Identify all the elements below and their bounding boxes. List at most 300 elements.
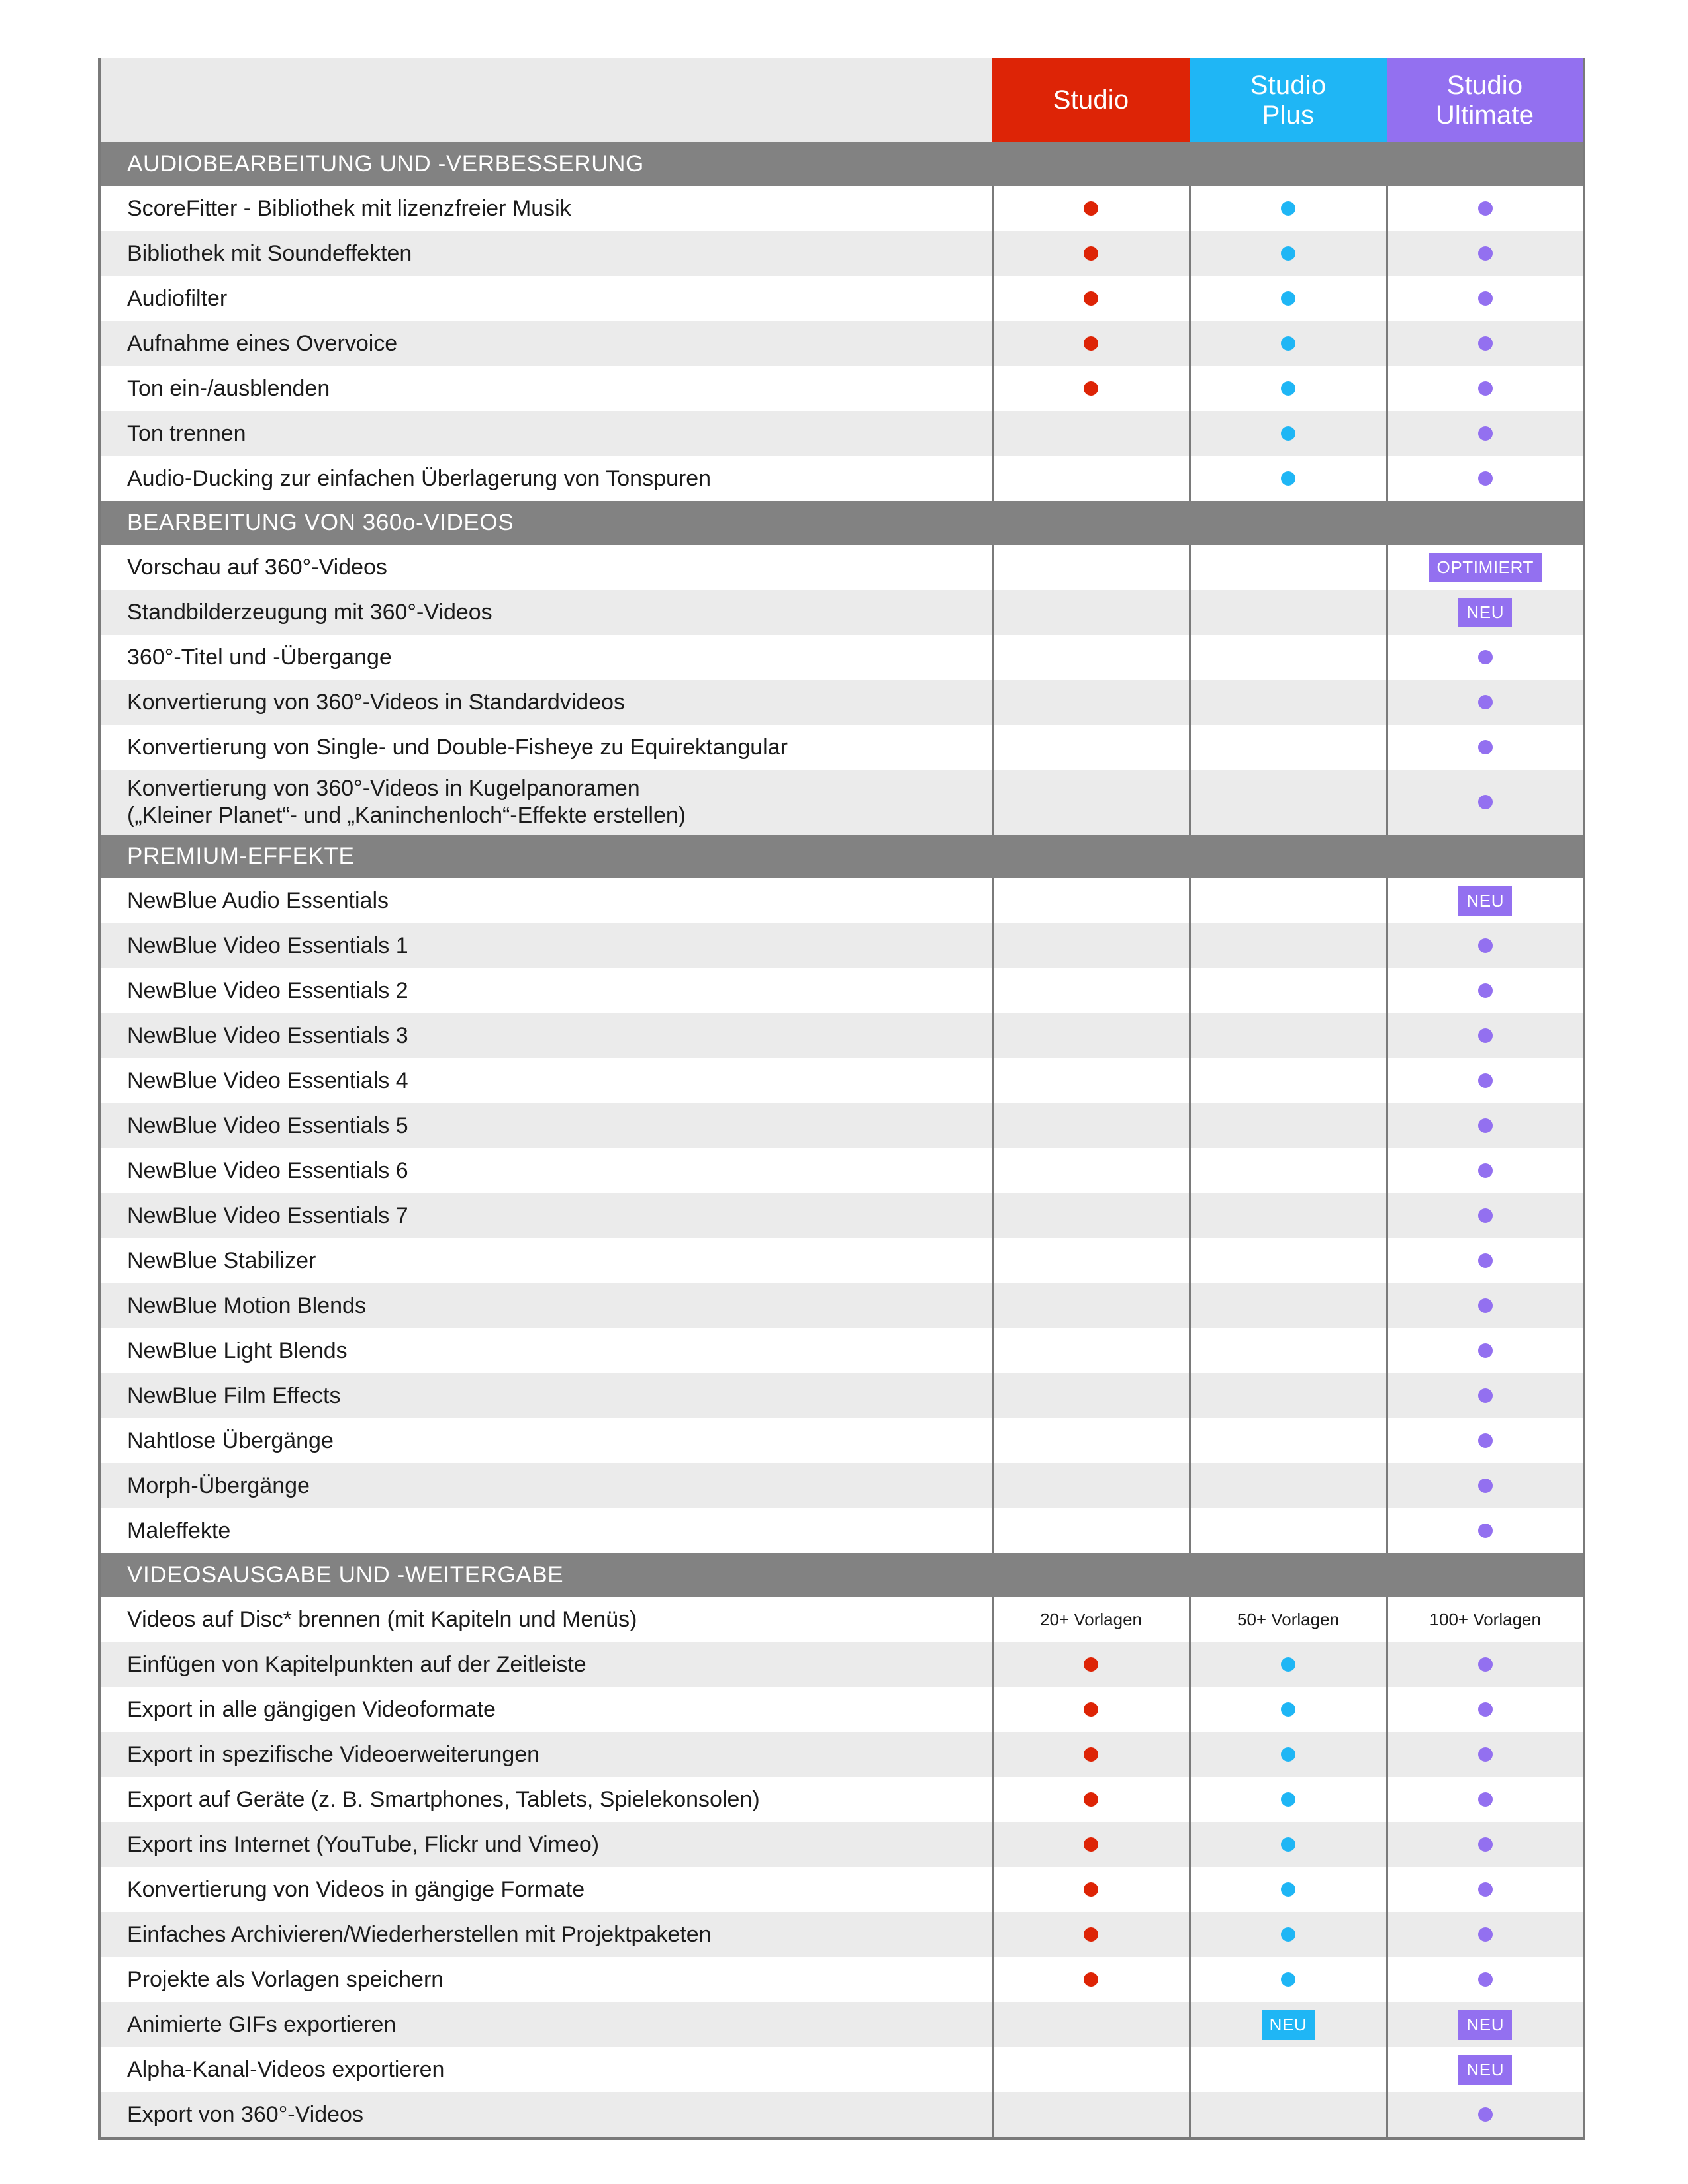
- cell-plus-empty: [1190, 1328, 1387, 1373]
- cell-ultimate-badge: [1387, 545, 1584, 590]
- feature-label-cell: [99, 1957, 992, 2002]
- availability-dot-ultimate: [1478, 983, 1493, 998]
- availability-dot-plus: [1281, 1927, 1295, 1942]
- cell-studio-available: [992, 321, 1190, 366]
- availability-dot-ultimate: [1478, 1747, 1493, 1762]
- feature-label-cell: [99, 1687, 992, 1732]
- template-count-studio: 20+ Vorlagen: [1040, 1609, 1142, 1629]
- table-row: [99, 1912, 1584, 1957]
- availability-dot-ultimate: [1478, 1118, 1493, 1133]
- cell-plus-available: [1190, 456, 1387, 501]
- cell-plus-badge: [1190, 2002, 1387, 2047]
- cell-studio-empty: [992, 923, 1190, 968]
- plan-header-studio: [992, 58, 1190, 142]
- cell-plus-empty: [1190, 968, 1387, 1013]
- table-row: [99, 878, 1584, 923]
- availability-dot-ultimate: [1478, 1882, 1493, 1897]
- cell-studio-empty: [992, 1013, 1190, 1058]
- cell-ultimate-available: [1387, 1238, 1584, 1283]
- feature-label: Export in alle gängigen Videoformate: [127, 1696, 496, 1722]
- availability-dot-ultimate: [1478, 1927, 1493, 1942]
- section-header-row: [99, 142, 1584, 186]
- cell-plus-empty: [1190, 545, 1387, 590]
- availability-dot-ultimate: [1478, 426, 1493, 441]
- cell-ultimate-available: [1387, 366, 1584, 411]
- feature-label: Ton trennen: [127, 420, 246, 446]
- availability-dot-plus: [1281, 1792, 1295, 1807]
- availability-dot-plus: [1281, 426, 1295, 441]
- feature-label: 360°-Titel und -Übergange: [127, 644, 392, 670]
- availability-dot-ultimate: [1478, 1343, 1493, 1358]
- cell-ultimate-available: [1387, 411, 1584, 456]
- availability-dot-plus: [1281, 381, 1295, 396]
- cell-studio-empty: [992, 1193, 1190, 1238]
- availability-dot-ultimate: [1478, 1388, 1493, 1403]
- section-title: AUDIOBEARBEITUNG UND -VERBESSERUNG: [99, 142, 1584, 186]
- table-row: [99, 1328, 1584, 1373]
- cell-studio-empty: [992, 878, 1190, 923]
- feature-label-cell: [99, 923, 992, 968]
- cell-ultimate-available: [1387, 923, 1584, 968]
- table-row: [99, 725, 1584, 770]
- section-header-row: [99, 501, 1584, 545]
- cell-studio-available: [992, 1732, 1190, 1777]
- cell-ultimate-available: [1387, 1508, 1584, 1553]
- cell-ultimate-available: [1387, 321, 1584, 366]
- table-row: [99, 1642, 1584, 1687]
- availability-dot-ultimate: [1478, 201, 1493, 216]
- table-row: [99, 231, 1584, 276]
- cell-studio-empty: [992, 725, 1190, 770]
- feature-label: Export ins Internet (YouTube, Flickr und Vimeo): [127, 1831, 600, 1857]
- cell-ultimate-available: [1387, 1642, 1584, 1687]
- status-badge-ultimate: NEU: [1458, 886, 1512, 916]
- feature-label: Konvertierung von 360°-Videos in Kugelpanoramen: [127, 775, 640, 801]
- cell-ultimate-text: [1387, 1597, 1584, 1642]
- plan-name-plus-line1: Studio: [1250, 70, 1327, 100]
- cell-studio-available: [992, 231, 1190, 276]
- section-title: PREMIUM-EFFEKTE: [99, 835, 1584, 878]
- cell-ultimate-available: [1387, 1822, 1584, 1867]
- feature-label: Audio-Ducking zur einfachen Überlagerung von Tonspuren: [127, 465, 712, 491]
- table-row: [99, 1463, 1584, 1508]
- cell-plus-empty: [1190, 1013, 1387, 1058]
- feature-label-cell: [99, 968, 992, 1013]
- availability-dot-studio: [1084, 291, 1098, 306]
- cell-plus-available: [1190, 1822, 1387, 1867]
- cell-ultimate-badge: [1387, 590, 1584, 635]
- table-row: [99, 2047, 1584, 2092]
- feature-label: NewBlue Motion Blends: [127, 1293, 366, 1318]
- availability-dot-plus: [1281, 1747, 1295, 1762]
- table-row: [99, 1373, 1584, 1418]
- cell-studio-available: [992, 1687, 1190, 1732]
- cell-plus-empty: [1190, 2092, 1387, 2139]
- feature-label-cell: [99, 1597, 992, 1642]
- cell-studio-empty: [992, 1238, 1190, 1283]
- cell-studio-empty: [992, 1508, 1190, 1553]
- cell-studio-empty: [992, 1058, 1190, 1103]
- availability-dot-plus: [1281, 1972, 1295, 1987]
- cell-plus-empty: [1190, 1418, 1387, 1463]
- cell-ultimate-available: [1387, 1373, 1584, 1418]
- cell-ultimate-badge: [1387, 2047, 1584, 2092]
- availability-dot-plus: [1281, 336, 1295, 351]
- cell-ultimate-available: [1387, 770, 1584, 835]
- cell-ultimate-available: [1387, 231, 1584, 276]
- feature-label: Bibliothek mit Soundeffekten: [127, 240, 412, 266]
- cell-studio-available: [992, 1777, 1190, 1822]
- cell-studio-available: [992, 186, 1190, 231]
- table-row: [99, 1103, 1584, 1148]
- table-row: [99, 1777, 1584, 1822]
- feature-label-cell: [99, 276, 992, 321]
- cell-plus-available: [1190, 1912, 1387, 1957]
- cell-studio-empty: [992, 1418, 1190, 1463]
- cell-studio-empty: [992, 1463, 1190, 1508]
- feature-label-cell: [99, 1193, 992, 1238]
- availability-dot-plus: [1281, 1657, 1295, 1672]
- table-row: [99, 1508, 1584, 1553]
- feature-label: Konvertierung von Single- und Double-Fisheye zu Equirektangular: [127, 734, 788, 760]
- section-header-row: [99, 835, 1584, 878]
- availability-dot-ultimate: [1478, 1792, 1493, 1807]
- availability-dot-ultimate: [1478, 1163, 1493, 1178]
- table-row: [99, 635, 1584, 680]
- feature-label: Standbilderzeugung mit 360°-Videos: [127, 599, 492, 625]
- feature-label-cell: [99, 1732, 992, 1777]
- availability-dot-studio: [1084, 246, 1098, 261]
- feature-label-cell: [99, 1822, 992, 1867]
- status-badge-plus: NEU: [1262, 2010, 1315, 2040]
- feature-label-cell: [99, 2047, 992, 2092]
- table-row: [99, 411, 1584, 456]
- cell-ultimate-available: [1387, 1957, 1584, 2002]
- availability-dot-ultimate: [1478, 336, 1493, 351]
- feature-column-header: [99, 58, 992, 142]
- feature-comparison-table-wrapper: [98, 58, 1584, 2140]
- cell-studio-empty: [992, 680, 1190, 725]
- feature-label: Ton ein-/ausblenden: [127, 375, 330, 401]
- table-row: [99, 1957, 1584, 2002]
- cell-ultimate-badge: [1387, 878, 1584, 923]
- cell-ultimate-available: [1387, 1418, 1584, 1463]
- table-row: [99, 1687, 1584, 1732]
- table-row: [99, 968, 1584, 1013]
- cell-studio-empty: [992, 1328, 1190, 1373]
- cell-plus-empty: [1190, 770, 1387, 835]
- table-row: [99, 1058, 1584, 1103]
- cell-studio-empty: [992, 456, 1190, 501]
- availability-dot-plus: [1281, 1702, 1295, 1717]
- availability-dot-studio: [1084, 1882, 1098, 1897]
- cell-plus-available: [1190, 1867, 1387, 1912]
- table-row: [99, 2002, 1584, 2047]
- table-row: [99, 456, 1584, 501]
- availability-dot-ultimate: [1478, 1028, 1493, 1043]
- cell-plus-empty: [1190, 680, 1387, 725]
- feature-comparison-table: [98, 58, 1585, 2140]
- table-row: [99, 2092, 1584, 2139]
- feature-label: NewBlue Video Essentials 7: [127, 1203, 408, 1228]
- cell-plus-empty: [1190, 1058, 1387, 1103]
- availability-dot-studio: [1084, 1927, 1098, 1942]
- availability-dot-studio: [1084, 336, 1098, 351]
- availability-dot-plus: [1281, 1882, 1295, 1897]
- cell-ultimate-available: [1387, 186, 1584, 231]
- availability-dot-studio: [1084, 1837, 1098, 1852]
- cell-ultimate-available: [1387, 1283, 1584, 1328]
- section-title: BEARBEITUNG VON 360o-VIDEOS: [99, 501, 1584, 545]
- cell-plus-empty: [1190, 590, 1387, 635]
- feature-label: NewBlue Film Effects: [127, 1383, 341, 1408]
- table-row: [99, 366, 1584, 411]
- cell-plus-empty: [1190, 1283, 1387, 1328]
- cell-studio-empty: [992, 770, 1190, 835]
- plan-name-ultimate-line2: Ultimate: [1435, 100, 1534, 130]
- availability-dot-ultimate: [1478, 1298, 1493, 1313]
- availability-dot-studio: [1084, 1972, 1098, 1987]
- feature-label-cell: [99, 1148, 992, 1193]
- table-row: [99, 770, 1584, 835]
- feature-label: Morph-Übergänge: [127, 1473, 310, 1498]
- cell-ultimate-badge: [1387, 2002, 1584, 2047]
- availability-dot-ultimate: [1478, 1702, 1493, 1717]
- feature-label: NewBlue Video Essentials 6: [127, 1158, 408, 1183]
- cell-plus-empty: [1190, 1148, 1387, 1193]
- feature-label-cell: [99, 590, 992, 635]
- availability-dot-ultimate: [1478, 1972, 1493, 1987]
- feature-label: NewBlue Light Blends: [127, 1338, 348, 1363]
- feature-label: Maleffekte: [127, 1518, 231, 1543]
- plan-header-studio-ultimate: [1387, 58, 1584, 142]
- feature-label-cell: [99, 1328, 992, 1373]
- section-title: VIDEOSAUSGABE UND -WEITERGABE: [99, 1553, 1584, 1597]
- cell-ultimate-available: [1387, 1103, 1584, 1148]
- cell-ultimate-available: [1387, 1912, 1584, 1957]
- feature-label-cell: [99, 456, 992, 501]
- cell-studio-available: [992, 366, 1190, 411]
- feature-label-cell: [99, 635, 992, 680]
- cell-studio-empty: [992, 1148, 1190, 1193]
- cell-plus-available: [1190, 1642, 1387, 1687]
- cell-plus-available: [1190, 231, 1387, 276]
- availability-dot-studio: [1084, 381, 1098, 396]
- table-body: [99, 142, 1584, 2139]
- cell-ultimate-available: [1387, 635, 1584, 680]
- cell-plus-available: [1190, 276, 1387, 321]
- cell-ultimate-available: [1387, 1013, 1584, 1058]
- availability-dot-ultimate: [1478, 246, 1493, 261]
- feature-label-cell: [99, 878, 992, 923]
- cell-plus-available: [1190, 1957, 1387, 2002]
- table-row: [99, 1418, 1584, 1463]
- cell-plus-available: [1190, 1687, 1387, 1732]
- table-row: [99, 1867, 1584, 1912]
- feature-label: Projekte als Vorlagen speichern: [127, 1966, 444, 1992]
- availability-dot-studio: [1084, 201, 1098, 216]
- cell-plus-empty: [1190, 1373, 1387, 1418]
- availability-dot-ultimate: [1478, 471, 1493, 486]
- cell-plus-available: [1190, 1732, 1387, 1777]
- availability-dot-plus: [1281, 246, 1295, 261]
- table-row: [99, 1597, 1584, 1642]
- table-row: [99, 1283, 1584, 1328]
- feature-label: NewBlue Video Essentials 1: [127, 933, 408, 958]
- section-header-row: [99, 1553, 1584, 1597]
- feature-label-cell: [99, 1283, 992, 1328]
- cell-ultimate-available: [1387, 1867, 1584, 1912]
- plan-header-studio-plus: [1190, 58, 1387, 142]
- feature-label-cell: [99, 1508, 992, 1553]
- cell-ultimate-available: [1387, 1328, 1584, 1373]
- cell-ultimate-available: [1387, 1732, 1584, 1777]
- availability-dot-ultimate: [1478, 650, 1493, 664]
- feature-label: Nahtlose Übergänge: [127, 1428, 334, 1453]
- feature-label: Einfaches Archivieren/Wiederherstellen mit Projektpaketen: [127, 1921, 712, 1947]
- cell-ultimate-available: [1387, 1463, 1584, 1508]
- cell-ultimate-available: [1387, 2092, 1584, 2139]
- availability-dot-ultimate: [1478, 695, 1493, 709]
- feature-label-cell: [99, 1463, 992, 1508]
- cell-studio-empty: [992, 1373, 1190, 1418]
- cell-studio-available: [992, 276, 1190, 321]
- availability-dot-plus: [1281, 471, 1295, 486]
- feature-label-cell: [99, 2002, 992, 2047]
- table-row: [99, 545, 1584, 590]
- cell-studio-text: [992, 1597, 1190, 1642]
- cell-studio-available: [992, 1642, 1190, 1687]
- availability-dot-ultimate: [1478, 2107, 1493, 2122]
- feature-label: Export auf Geräte (z. B. Smartphones, Tablets, Spielekonsolen): [127, 1786, 760, 1812]
- feature-label: Einfügen von Kapitelpunkten auf der Zeitleiste: [127, 1651, 586, 1677]
- feature-label-line2: („Kleiner Planet“- und „Kaninchenloch“-Effekte erstellen): [127, 803, 686, 828]
- cell-studio-empty: [992, 2002, 1190, 2047]
- availability-dot-studio: [1084, 1702, 1098, 1717]
- feature-label-cell: [99, 1238, 992, 1283]
- cell-plus-empty: [1190, 1463, 1387, 1508]
- table-header: [99, 58, 1584, 142]
- cell-plus-empty: [1190, 1508, 1387, 1553]
- availability-dot-plus: [1281, 1837, 1295, 1852]
- feature-label: Aufnahme eines Overvoice: [127, 330, 398, 356]
- table-row: [99, 276, 1584, 321]
- table-row: [99, 1013, 1584, 1058]
- cell-studio-available: [992, 1822, 1190, 1867]
- cell-studio-empty: [992, 2047, 1190, 2092]
- feature-label-cell: [99, 1777, 992, 1822]
- status-badge-ultimate: NEU: [1458, 2010, 1512, 2040]
- cell-ultimate-available: [1387, 1777, 1584, 1822]
- feature-label: NewBlue Video Essentials 3: [127, 1023, 408, 1048]
- cell-plus-empty: [1190, 923, 1387, 968]
- availability-dot-ultimate: [1478, 740, 1493, 754]
- availability-dot-ultimate: [1478, 1208, 1493, 1223]
- cell-studio-empty: [992, 1103, 1190, 1148]
- cell-ultimate-available: [1387, 968, 1584, 1013]
- availability-dot-studio: [1084, 1657, 1098, 1672]
- cell-studio-empty: [992, 968, 1190, 1013]
- cell-plus-empty: [1190, 1238, 1387, 1283]
- feature-label: Audiofilter: [127, 285, 228, 311]
- cell-studio-empty: [992, 545, 1190, 590]
- feature-label-cell: [99, 321, 992, 366]
- table-row: [99, 321, 1584, 366]
- feature-label-cell: [99, 1867, 992, 1912]
- availability-dot-ultimate: [1478, 1433, 1493, 1448]
- cell-studio-empty: [992, 635, 1190, 680]
- availability-dot-ultimate: [1478, 1479, 1493, 1493]
- availability-dot-ultimate: [1478, 1253, 1493, 1268]
- feature-label-cell: [99, 725, 992, 770]
- cell-plus-text: [1190, 1597, 1387, 1642]
- feature-label: ScoreFitter - Bibliothek mit lizenzfreier Musik: [127, 195, 571, 221]
- table-row: [99, 923, 1584, 968]
- feature-label: Export in spezifische Videoerweiterungen: [127, 1741, 540, 1767]
- cell-plus-available: [1190, 366, 1387, 411]
- availability-dot-ultimate: [1478, 1657, 1493, 1672]
- cell-studio-empty: [992, 2092, 1190, 2139]
- plan-name-studio-line1: Studio: [1053, 85, 1129, 115]
- feature-label: Konvertierung von 360°-Videos in Standardvideos: [127, 689, 626, 715]
- availability-dot-studio: [1084, 1792, 1098, 1807]
- status-badge-ultimate: OPTIMIERT: [1429, 553, 1542, 582]
- table-row: [99, 186, 1584, 231]
- status-badge-ultimate: NEU: [1458, 2055, 1512, 2085]
- cell-ultimate-available: [1387, 1058, 1584, 1103]
- feature-label: Export von 360°-Videos: [127, 2101, 363, 2127]
- cell-ultimate-available: [1387, 276, 1584, 321]
- feature-label: NewBlue Stabilizer: [127, 1248, 316, 1273]
- feature-label-cell: [99, 770, 992, 835]
- plan-name-plus-line2: Plus: [1262, 100, 1315, 130]
- availability-dot-plus: [1281, 291, 1295, 306]
- template-count-plus: 50+ Vorlagen: [1237, 1609, 1339, 1629]
- cell-plus-empty: [1190, 725, 1387, 770]
- cell-plus-empty: [1190, 878, 1387, 923]
- cell-studio-empty: [992, 590, 1190, 635]
- status-badge-ultimate: NEU: [1458, 598, 1512, 627]
- feature-label-cell: [99, 366, 992, 411]
- table-row: [99, 680, 1584, 725]
- feature-label-cell: [99, 1103, 992, 1148]
- availability-dot-ultimate: [1478, 1837, 1493, 1852]
- feature-label: Konvertierung von Videos in gängige Formate: [127, 1876, 585, 1902]
- feature-label: NewBlue Video Essentials 5: [127, 1113, 408, 1138]
- cell-plus-empty: [1190, 1103, 1387, 1148]
- availability-dot-ultimate: [1478, 381, 1493, 396]
- feature-label-cell: [99, 2092, 992, 2139]
- feature-label-cell: [99, 411, 992, 456]
- availability-dot-ultimate: [1478, 938, 1493, 953]
- cell-plus-empty: [1190, 635, 1387, 680]
- cell-plus-available: [1190, 186, 1387, 231]
- availability-dot-ultimate: [1478, 291, 1493, 306]
- feature-label-cell: [99, 1642, 992, 1687]
- cell-studio-available: [992, 1912, 1190, 1957]
- plan-header-row: [99, 58, 1584, 142]
- feature-label: NewBlue Audio Essentials: [127, 887, 389, 913]
- cell-studio-empty: [992, 411, 1190, 456]
- cell-studio-available: [992, 1957, 1190, 2002]
- availability-dot-ultimate: [1478, 1524, 1493, 1538]
- table-row: [99, 1732, 1584, 1777]
- cell-ultimate-available: [1387, 680, 1584, 725]
- availability-dot-ultimate: [1478, 795, 1493, 809]
- feature-label-cell: [99, 1058, 992, 1103]
- feature-label-cell: [99, 545, 992, 590]
- cell-plus-available: [1190, 411, 1387, 456]
